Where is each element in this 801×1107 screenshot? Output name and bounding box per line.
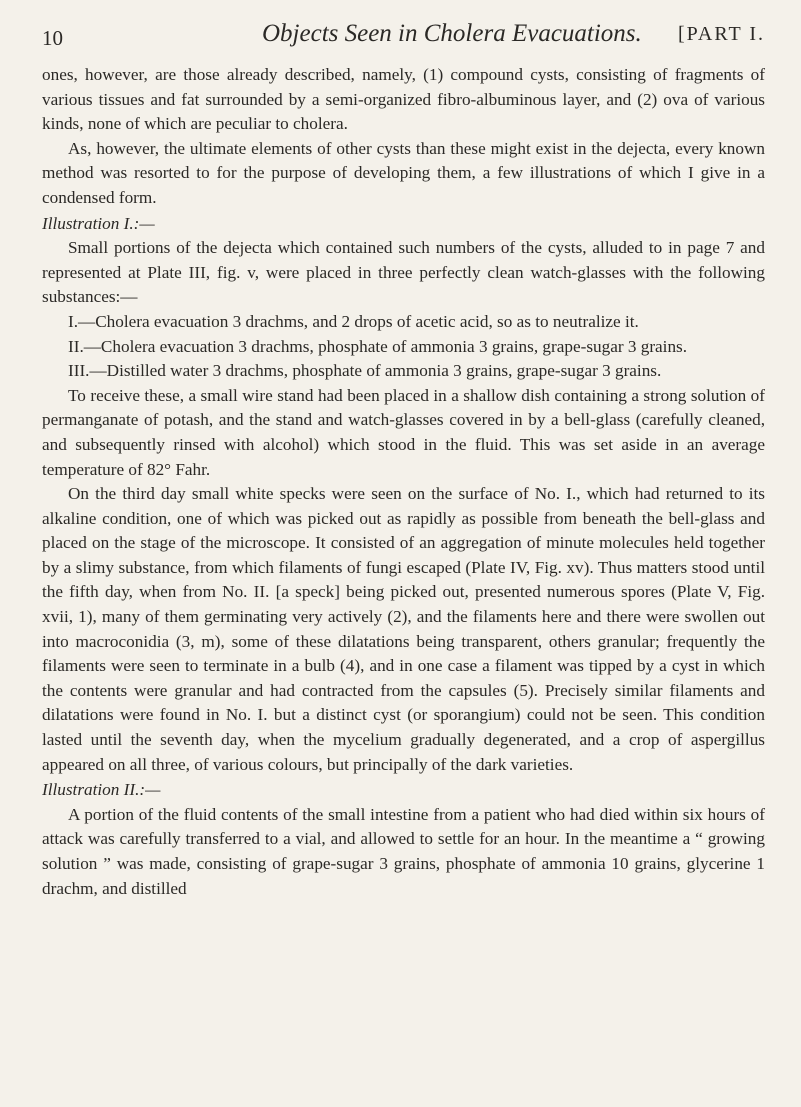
- page-header: [42, 20, 765, 60]
- paragraph: As, however, the ultimate elements of other cysts than these might exist in the dejecta, every known method was resorted to for the purpose of developing them, a few illustrations of which I give in a condensed form.: [42, 138, 765, 207]
- list-item: II.—Cholera evacuation 3 drachms, phosphate of ammonia 3 grains, grape-sugar 3 grains.: [68, 336, 688, 356]
- paragraph: A portion of the fluid contents of the small intestine from a patient who had died within six hours of attack was carefully transferred to a vial, and allowed to settle for an hour. In the meantime a “ growing solution ” was made, consisting of grape-sugar 3 grains, phosphate of ammonia 10 grains, glycerine 1 drachm, and distilled: [42, 804, 765, 898]
- section-heading-illustration-1: Illustration I.:—: [42, 213, 155, 233]
- paragraph: Small portions of the dejecta which contained such numbers of the cysts, alluded to in page 7 and represented at Plate III, fig. v, were placed in three perfectly clean watch-glasses with the following substances:—: [42, 238, 765, 307]
- page-number: 10: [42, 26, 63, 50]
- part-label: [PART I.: [677, 23, 765, 45]
- paragraph-continuation: ones, however, are those already described, namely, (1) compound cysts, consisting of fragments of various tissues and fat surrounded by a semi-organized fibro-albuminous layer, and (2) ova of various kinds, none of which are peculiar to cholera.: [42, 65, 765, 134]
- list-item: I.—Cholera evacuation 3 drachms, and 2 drops of acetic acid, so as to neutralize it.: [68, 311, 639, 331]
- section-heading-illustration-2: Illustration II.:—: [42, 780, 161, 800]
- paragraph: To receive these, a small wire stand had been placed in a shallow dish containing a strong solution of permanganate of potash, and the stand and watch-glasses covered in by a bell-glass (carefully cleaned, and subsequently rinsed with alcohol) which stood in the fluid. This was set aside in an average temperature of 82° Fahr.: [42, 385, 765, 479]
- paragraph: On the third day small white specks were seen on the surface of No. I., which had returned to its alkaline condition, one of which was picked out as rapidly as possible from beneath the bell-glass and placed on the stage of the microscope. It consisted of an aggregation of minute molecules held together by a slimy substance, from which filaments of fungi escaped (Plate IV, Fig. xv). Thus matters stood until the fifth day, when from No. II. [a speck] being picked out, presented numerous spores (Plate V, Fig. xvii, 1), many of them germinating very actively (2), and the filaments here and there were swollen out into macroconidia (3, m), some of these dilatations being transparent, others granular; frequently the filaments were seen to terminate in a bulb (4), and in one case a filament was tipped by a cyst in which the contents were granular and had contracted from the capsules (5). Precisely similar filaments and dilatations were found in No. I. but a distinct cyst (or sporangium) could not be seen. This condition lasted until the seventh day, when the mycelium gradually degenerated, and a crop of aspergillus appeared on all three, of various colours, but principally of the dark varieties.: [42, 484, 765, 774]
- list-item: III.—Distilled water 3 drachms, phosphate of ammonia 3 grains, grape-sugar 3 grains.: [68, 361, 662, 381]
- body-text: [42, 63, 765, 901]
- running-title: Objects Seen in Cholera Evacuations.: [262, 20, 642, 47]
